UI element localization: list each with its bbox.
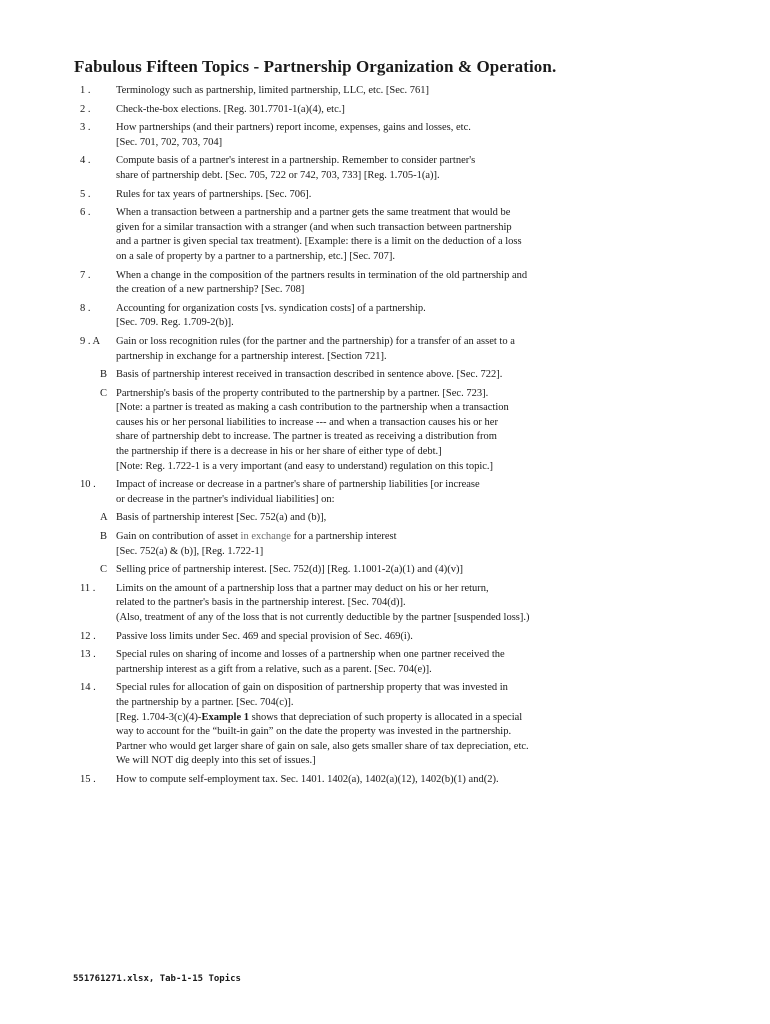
item-text-part: Special rules for allocation of gain on disposition of partnership property that was invested in the partnership by a partner. [Sec. 704(c)]. [Reg. 1.704-3(c)(4)-	[116, 682, 508, 723]
list-item	[0, 121, 770, 150]
item-text: When a change in the composition of the partners results in termination of the old partnership and the creation of a new partnership? [Sec. 708]	[116, 269, 528, 296]
list-subitem	[0, 368, 770, 383]
list-item	[0, 269, 770, 298]
item-text: Accounting for organization costs [vs. syndication costs] of a partnership. [Sec. 709. Reg. 1.709-2(b)].	[116, 302, 426, 329]
item-text: Partnership's basis of the property contributed to the partnership by a partner. [Sec. 723]. [Note: a partner is treated as making a cash contribution to the partnership when a transaction causes his or her personal liabilities to increase --- and when a transaction causes his or her share of partnership debt to increase. The partner is treated as receiving a distribution from the partnership if there is a decrease in his or her share of either type of debt.] [Note: Reg. 1.722-1 is a very important (and easy to understand) regulation on this topic.]	[116, 387, 509, 472]
item-number: 7 .	[80, 269, 91, 281]
list-item	[0, 206, 770, 264]
page-footer: 551761271.xlsx, Tab-1-15 Topics	[73, 974, 241, 984]
item-text: Rules for tax years of partnerships. [Sec. 706].	[116, 188, 312, 200]
item-text: How to compute self-employment tax. Sec. 1401. 1402(a), 1402(a)(12), 1402(b)(1) and(2).	[116, 773, 499, 785]
item-number: 13 .	[80, 649, 96, 661]
item-number: 12 .	[80, 630, 96, 642]
list-item	[0, 648, 770, 677]
item-number: 5 .	[80, 188, 91, 200]
item-number: 4 .	[80, 155, 91, 167]
example-label: Example 1	[201, 711, 249, 723]
item-text: Compute basis of a partner's interest in a partnership. Remember to consider partner's share of partnership debt. [Sec. 705, 722 or 742, 703, 733] [Reg. 1.705-1(a)].	[116, 155, 476, 181]
item-text	[116, 681, 586, 769]
item-text-part: Gain on contribution of asset	[116, 531, 241, 543]
item-text: How partnerships (and their partners) report income, expenses, gains and losses, etc. [Sec. 701, 702, 703, 704]	[116, 122, 471, 148]
item-text: Gain or loss recognition rules (for the partner and the partnership) for a transfer of an asset to a partnership in exchange for a partnership interest. [Section 721].	[116, 335, 515, 362]
item-text: Selling price of partnership interest. [Sec. 752(d)] [Reg. 1.1001-2(a)(1) and (4)(v)]	[116, 564, 463, 576]
item-number: 15 .	[80, 773, 96, 785]
topic-list	[0, 84, 770, 792]
list-item	[0, 681, 770, 769]
list-item	[0, 773, 770, 788]
item-number: 6 .	[80, 207, 91, 219]
subitem-letter: B	[100, 369, 108, 381]
item-number: 10 .	[80, 479, 96, 491]
list-item	[0, 188, 770, 203]
subitem-letter: A	[100, 512, 108, 524]
item-text: Impact of increase or decrease in a partner's share of partnership liabilities [or increase or decrease in the partner's individual liabilities] on:	[116, 479, 480, 505]
item-text-part: for a partnership interest [Sec. 752(a) & (b)], [Reg. 1.722-1]	[116, 531, 397, 557]
list-item	[0, 154, 770, 183]
item-number: 14 .	[80, 682, 96, 694]
item-number: 9 . A	[80, 335, 101, 347]
list-item	[0, 630, 770, 645]
item-text: Passive loss limits under Sec. 469 and special provision of Sec. 469(i).	[116, 630, 413, 642]
item-text	[116, 530, 586, 559]
list-item	[0, 84, 770, 99]
subitem-letter: C	[100, 387, 108, 399]
item-text: Limits on the amount of a partnership loss that a partner may deduct on his or her return, related to the partner's basis in the partnership interest. [Sec. 704(d)]. (Also, treatment of any of the loss that is not currently deductible by the partner [suspended loss].)	[116, 582, 530, 623]
item-text: Terminology such as partnership, limited partnership, LLC, etc. [Sec. 761]	[116, 85, 430, 96]
item-number: 3 .	[80, 122, 91, 134]
item-number: 1 .	[80, 85, 91, 96]
subitem-letter: C	[100, 564, 108, 576]
list-subitem	[0, 511, 770, 526]
in-exchange-link[interactable]: in exchange	[240, 531, 291, 543]
item-text: Check-the-box elections. [Reg. 301.7701-1(a)(4), etc.]	[116, 103, 345, 115]
item-text: Basis of partnership interest [Sec. 752(a) and (b)],	[116, 512, 327, 524]
subitem-letter: B	[100, 531, 108, 543]
item-text: When a transaction between a partnership and a partner gets the same treatment that would be given for a similar transaction with a stranger (and when such transaction between partnership and a partner is given special tax treatment). [Example: there is a limit on the deduction of a loss on a sale of property by a partner to a partnership, etc.] [Sec. 707].	[116, 207, 522, 262]
item-number: 2 .	[80, 103, 91, 115]
list-item	[0, 302, 770, 331]
list-item	[0, 335, 770, 364]
page-title: Fabulous Fifteen Topics - Partnership Organization & Operation.	[74, 57, 557, 76]
list-subitem	[0, 387, 770, 475]
item-text: Special rules on sharing of income and losses of a partnership when one partner received the partnership interest as a gift from a relative, such as a parent. [Sec. 704(e)].	[116, 649, 505, 675]
item-number: 8 .	[80, 302, 91, 314]
list-item	[0, 103, 770, 118]
list-item	[0, 478, 770, 507]
list-subitem	[0, 563, 770, 578]
item-text-part: shows that depreciation of such property is allocated in a special way to account for the “built-in gain” on the date the property was invested in the partnership. Partner who would get larger share of gain on sale, also gets smaller share of tax depreciation, etc. We will NOT dig deeply into this set of issues.]	[116, 711, 529, 767]
list-subitem	[0, 530, 770, 559]
item-text: Basis of partnership interest received in transaction described in sentence above. [Sec. 722].	[116, 369, 503, 381]
item-number: 11 .	[80, 582, 96, 594]
list-item	[0, 582, 770, 626]
